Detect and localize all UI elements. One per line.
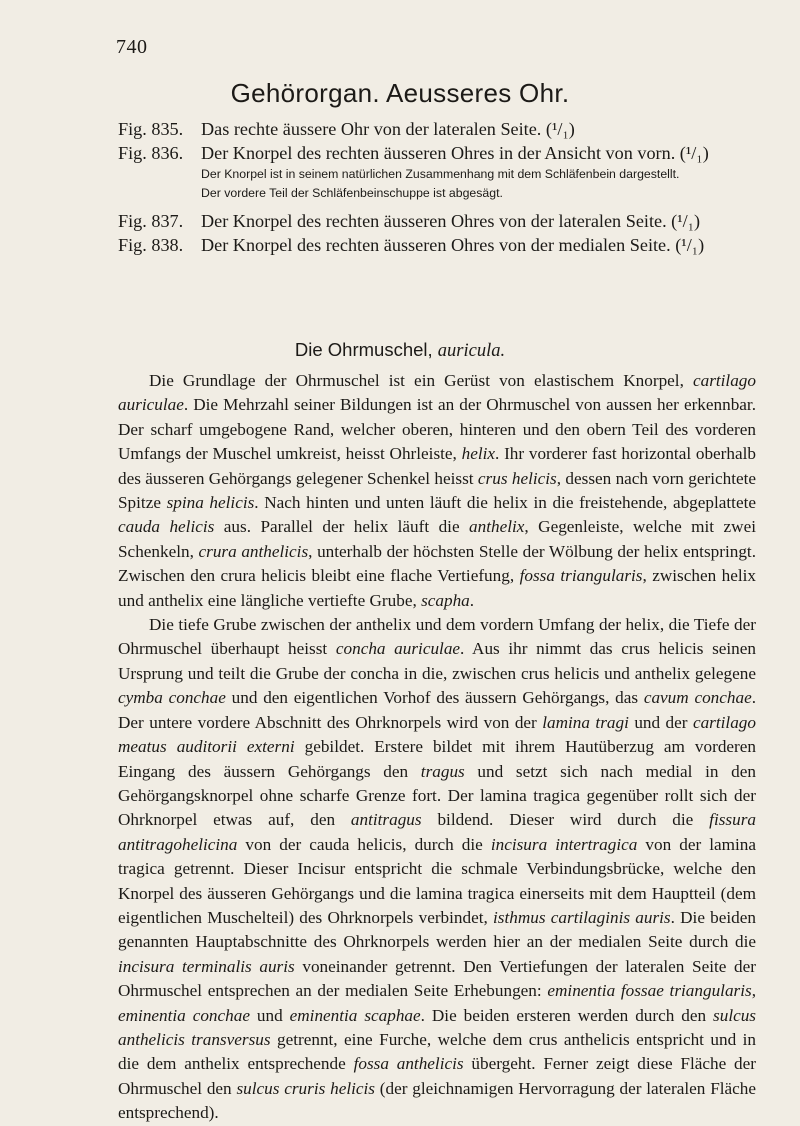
figure-label: Fig. 836.	[118, 143, 184, 163]
latin-term: fossa anthelicis	[353, 1054, 464, 1074]
page-number: 740	[116, 36, 148, 58]
body-text	[118, 369, 756, 1126]
text-run: und	[249, 1005, 290, 1025]
figure-caption-835	[118, 117, 758, 141]
text-run: . Aus ihr nimmt das crus helicis seinen Ursprung und teilt die Grube der concha in die, zwischen crus helicis und anthelix gelegene	[118, 639, 756, 683]
text-run: , dessen nach vorn gerichtete Spitze	[118, 468, 756, 513]
figure-label: Fig. 837.	[118, 211, 184, 231]
latin-term: spina helicis	[166, 493, 255, 513]
text-run: , unterhalb der höchsten Stelle der Wölbung der helix entspringt. Zwischen den crura helicis bleibt eine flache Vertiefung,	[118, 541, 756, 586]
latin-term: cymba conchae	[118, 688, 226, 708]
page-title: Gehörorgan. Aeusseres Ohr.	[230, 78, 570, 108]
text-run: getrennt, eine Furche, welche dem crus anthelicis entspricht und in die dem anthelix entsprechende	[118, 1029, 756, 1074]
latin-term: cauda helicis	[118, 517, 215, 537]
latin-term: lamina tragi	[542, 712, 629, 732]
text-run: . Die beiden ersteren werden durch den	[420, 1005, 714, 1025]
latin-term: incisura intertragica	[490, 834, 638, 854]
figure-captions	[118, 117, 758, 257]
figure-note-line: Der vordere Teil der Schläfenbeinschuppe ist abgesägt.	[201, 186, 503, 200]
latin-term: crus helicis	[477, 468, 557, 488]
latin-term: eminentia conchae	[118, 1005, 250, 1025]
text-run: von der cauda helicis, durch die	[237, 834, 491, 854]
figure-text: Der Knorpel des rechten äusseren Ohres von der lateralen Seite. (¹/₁)	[201, 211, 701, 231]
figure-label: Fig. 838.	[118, 235, 184, 255]
paragraph	[118, 369, 756, 613]
figure-caption-838	[118, 233, 758, 257]
latin-term: crura anthelicis	[198, 541, 309, 561]
latin-term: isthmus cartilaginis auris	[493, 907, 671, 927]
text-run: bildend. Dieser wird durch die	[421, 810, 710, 830]
latin-term: cartilago meatus auditorii externi	[118, 712, 756, 757]
text-run: und den eigentlichen Vorhof des äussern Gehörgangs, das	[225, 688, 644, 708]
section-heading-latin: auricula.	[437, 341, 506, 361]
latin-term: incisura terminalis auris	[118, 956, 295, 976]
latin-term: cavum conchae	[643, 688, 752, 708]
latin-term: sulcus cruris helicis	[236, 1078, 375, 1098]
figure-label: Fig. 835.	[118, 119, 184, 139]
latin-term: cartilago auriculae	[118, 371, 756, 415]
latin-term: scapha	[421, 590, 470, 610]
text-run: .	[469, 590, 475, 610]
text-run: ,	[751, 981, 756, 1001]
text-run: , Gegenleiste, welche mit zwei Schenkeln,	[118, 517, 756, 561]
text-run: Die tiefe Grube zwischen der anthelix und dem vordern Umfang der helix, die Tiefe der Ohrmuschel überhaupt heisst	[118, 615, 756, 659]
text-run: . Ihr vorderer fast horizontal oberhalb des äusseren Gehörgangs gelegener Schenkel heisst	[118, 444, 756, 488]
text-run: , zwischen helix und anthelix eine längliche vertiefte Grube,	[118, 566, 756, 610]
figure-text: Der Knorpel des rechten äusseren Ohres von der medialen Seite. (¹/₁)	[201, 235, 705, 255]
text-run: gebildet. Erstere bildet mit ihrem Hautüberzug am vorderen Eingang des äussern Gehörgangs den	[118, 737, 757, 781]
figure-text: Der Knorpel des rechten äusseren Ohres in der Ansicht von vorn. (¹/₁)	[201, 143, 709, 163]
latin-term: fossa triangularis	[519, 566, 643, 586]
text-run: und setzt sich nach medial in den Gehörgangsknorpel ohne scharfe Grenze fort. Der lamina tragica gegenüber rollt sich der Ohrknorpel etwas auf, den	[118, 761, 756, 830]
text-run: . Die Mehrzahl seiner Bildungen ist an der Ohrmuschel von aussen her erkennbar. Der scharf umgebogene Rand, welcher oberen, hinteren und den obern Teil des vorderen Umfangs der Muschel umkreist, heisst Ohrleiste,	[118, 395, 756, 464]
latin-term: anthelix	[469, 517, 525, 537]
latin-term: tragus	[420, 761, 465, 781]
latin-term: eminentia scaphae	[289, 1005, 421, 1025]
latin-term: fissura antitragohelicina	[118, 810, 756, 854]
text-run: und der	[628, 712, 693, 732]
latin-term: helix	[461, 444, 496, 464]
latin-term: eminentia fossae triangularis	[547, 981, 752, 1001]
paragraph	[118, 613, 756, 1126]
text-run: (der gleichnamigen Hervorragung der lateralen Fläche entsprechend).	[118, 1078, 757, 1123]
text-run: übergeht. Ferner zeigt diese Fläche der Ohrmuschel den	[118, 1054, 756, 1098]
text-run: . Nach hinten und unten läuft die helix in die freistehende, abgeplattete	[254, 493, 756, 513]
latin-term: sulcus anthelicis transversus	[118, 1005, 756, 1049]
section-heading-text: Die Ohrmuschel,	[294, 339, 433, 360]
text-run: von der lamina tragica getrennt. Dieser Incisur entspricht die schmale Verbindungsbrücke, welche den Knorpel des äusseren Gehörgangs und die lamina tragica einerseits mit dem Hauptteil (dem eigentlichen Muschelteil) des Ohrknorpels verbindet,	[118, 834, 756, 927]
text-run: . Der untere vordere Abschnitt des Ohrknorpels wird von der	[118, 688, 757, 732]
text-run: aus. Parallel der helix läuft die	[214, 517, 470, 537]
text-run: Die Grundlage der Ohrmuschel ist ein Gerüst von elastischem Knorpel,	[149, 371, 693, 390]
figure-caption-836	[118, 141, 758, 165]
figure-note-line: Der Knorpel ist in seinem natürlichen Zusammenhang mit dem Schläfenbein dargestellt.	[201, 167, 680, 181]
figure-text: Das rechte äussere Ohr von der lateralen Seite. (¹/₁)	[201, 119, 575, 139]
latin-term: concha auriculae	[335, 639, 461, 659]
latin-term: antitragus	[350, 810, 422, 830]
text-run: voneinander getrennt. Den Vertiefungen der lateralen Seite der Ohrmuschel entsprechen an der medialen Seite Erhebungen:	[118, 956, 757, 1001]
figure-caption-837	[118, 209, 758, 233]
section-heading	[0, 339, 800, 362]
text-run: . Die beiden genannten Hauptabschnitte des Ohrknorpels werden hier an der medialen Seite durch die	[118, 907, 756, 952]
